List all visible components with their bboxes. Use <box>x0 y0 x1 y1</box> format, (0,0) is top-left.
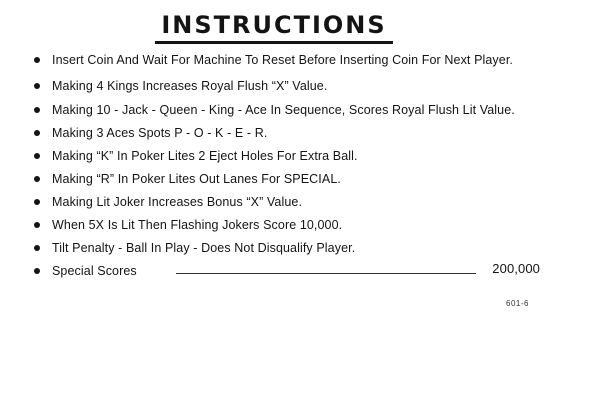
instruction-text-4: Making 3 Aces Spots P - O - K - E - R. <box>52 126 268 140</box>
bullet-icon <box>34 222 40 228</box>
special-scores-label: Special Scores <box>52 264 137 278</box>
instruction-item-3 <box>34 104 554 117</box>
instruction-item-8 <box>34 219 554 232</box>
instruction-text-8: When 5X Is Lit Then Flashing Jokers Score 10,000. <box>52 218 343 232</box>
instruction-item-2 <box>34 80 554 93</box>
bullet-icon <box>34 245 40 251</box>
bullet-icon <box>34 83 40 89</box>
instruction-item-6 <box>34 173 554 186</box>
bullet-icon <box>34 153 40 159</box>
instruction-text-6: Making “R” In Poker Lites Out Lanes For SPECIAL. <box>52 172 341 186</box>
instruction-text-2: Making 4 Kings Increases Royal Flush “X” Value. <box>52 79 328 93</box>
instruction-item-1 <box>34 54 554 67</box>
instruction-text-5: Making “K” In Poker Lites 2 Eject Holes For Extra Ball. <box>52 149 358 163</box>
bullet-icon <box>34 268 40 274</box>
bullet-icon <box>34 176 40 182</box>
bullet-icon <box>34 57 40 63</box>
special-scores-value: 200,000 <box>492 261 540 276</box>
instruction-item-7 <box>34 196 554 209</box>
instruction-text-9: Tilt Penalty - Ball In Play - Does Not Disqualify Player. <box>52 241 356 255</box>
instruction-text-3: Making 10 - Jack - Queen - King - Ace In Sequence, Scores Royal Flush Lit Value. <box>52 103 515 117</box>
instruction-text-1: Insert Coin And Wait For Machine To Reset Before Inserting Coin For Next Player. <box>52 53 513 67</box>
instruction-text-7: Making Lit Joker Increases Bonus “X” Value. <box>52 195 303 209</box>
bullet-icon <box>34 130 40 136</box>
leader-line <box>176 273 476 274</box>
instruction-item-4 <box>34 127 554 140</box>
instruction-item-9 <box>34 242 554 255</box>
card-title-text: INSTRUCTIONS <box>155 9 392 44</box>
bullet-icon <box>34 107 40 113</box>
card-title <box>0 8 548 44</box>
special-scores-row <box>34 261 554 279</box>
instruction-list <box>34 54 554 279</box>
instruction-item-5 <box>34 150 554 163</box>
bullet-icon <box>34 199 40 205</box>
card-code: 601-6 <box>506 299 529 308</box>
